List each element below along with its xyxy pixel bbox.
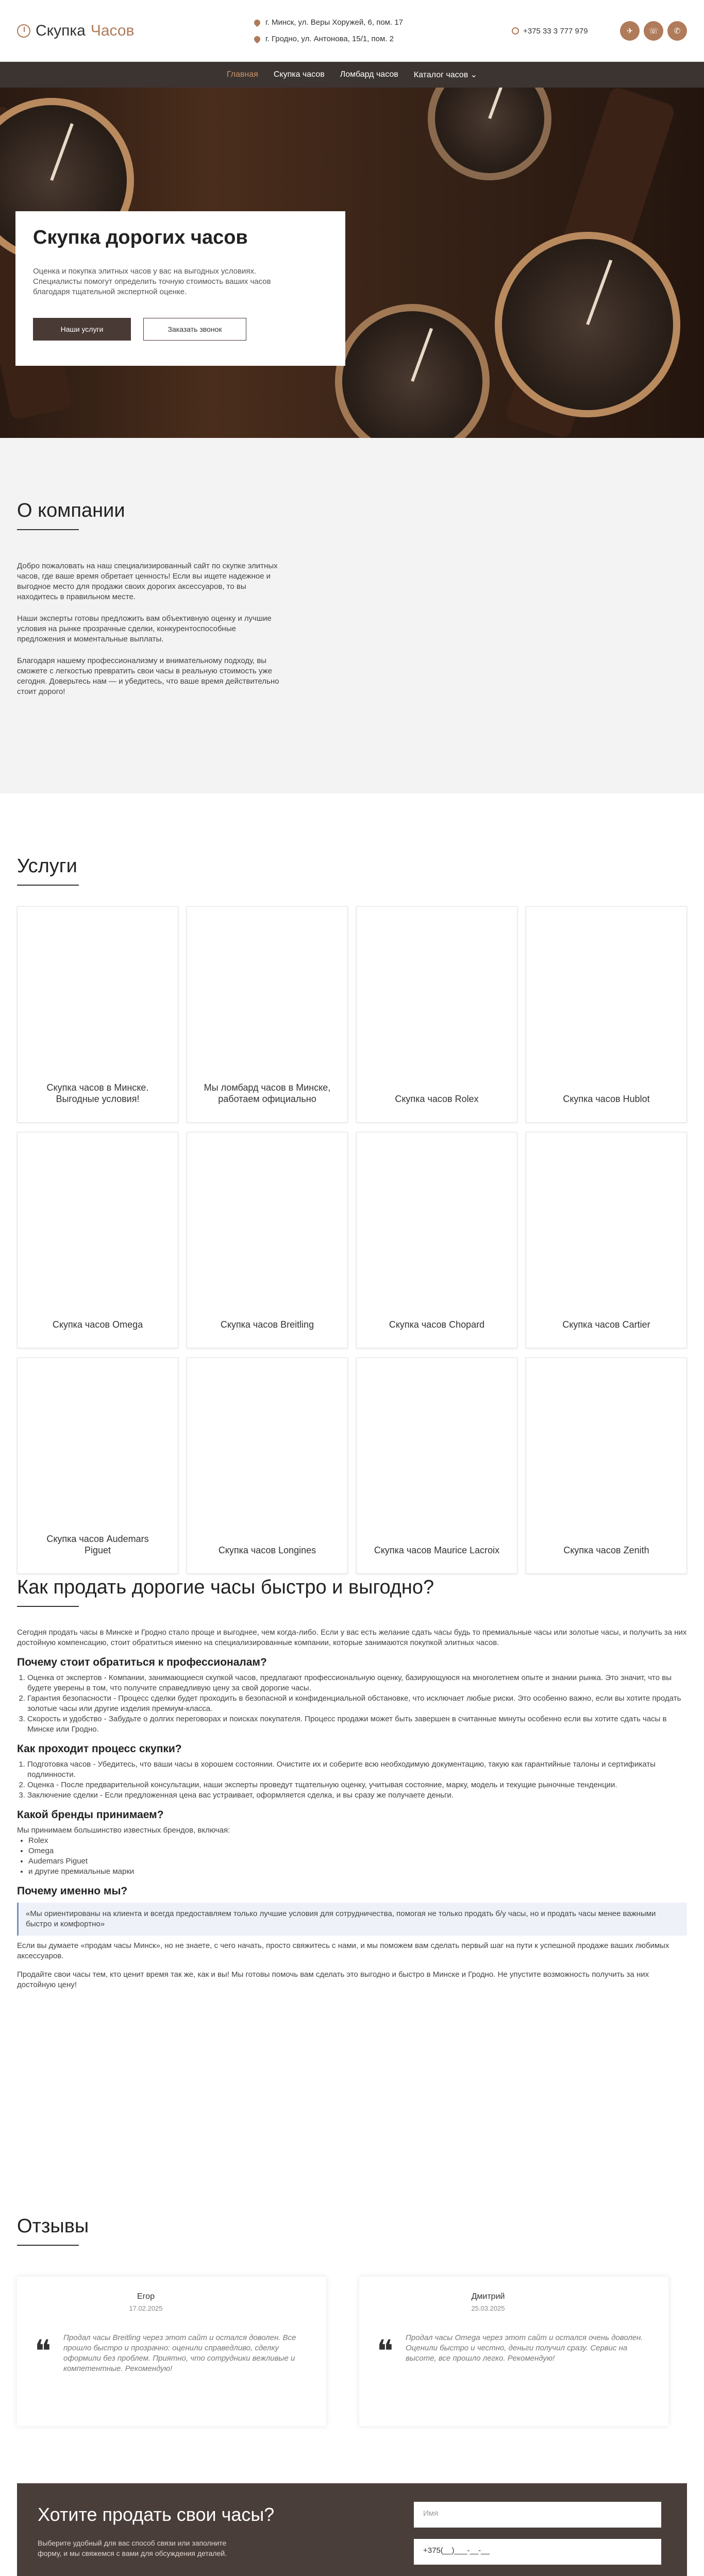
- watch-logo-icon: [17, 24, 30, 38]
- service-card-label: Скупка часов Breitling: [220, 1319, 314, 1330]
- watch-image-bottom: [335, 304, 490, 438]
- address-grodno: г. Гродно, ул. Антонова, 15/1, пом. 2: [265, 35, 394, 43]
- location-pin-icon: [253, 19, 262, 27]
- article-heading: Почему стоит обратиться к профессионалам?: [17, 1656, 267, 1668]
- service-card-label: Скупка часов Rolex: [395, 1094, 479, 1104]
- article-heading: Как проходит процесс скупки?: [17, 1743, 182, 1755]
- phone-field[interactable]: +375(__)___-__-__: [414, 2539, 661, 2565]
- article-list-item: 1. Оценка от экспертов - Компании, занимающиеся скупкой часов, предлагают профессиональную оценку, базирующуюся на многолетнем опыте и знании рынка. Это значит, что вы будете уверены в том, что получите справедливую цену за свой дорогие часы.: [27, 1673, 687, 1693]
- telegram-icon[interactable]: ✈: [620, 21, 640, 41]
- quote-icon: ❝: [35, 2333, 52, 2369]
- review-text: Продал часы Breitling через этот сайт и остался доволен. Все прошло быстро и прозрачно: оценили справедливо, сделку оформили без проблем. Приятно, что сотрудники вежливые и компетентные. Рекомендую!: [63, 2333, 296, 2373]
- reviews-title: Отзывы: [17, 2200, 687, 2246]
- callback-button[interactable]: Заказать звонок: [143, 318, 246, 341]
- top-bar: [0, 0, 704, 62]
- service-card[interactable]: [526, 1132, 687, 1348]
- header-phone[interactable]: [512, 27, 615, 36]
- article-list-item: 2. Гарантия безопасности - Процесс сделки будет проходить в безопасной и конфиденциальной обстановке, что исключает любые риски. Это особенно важно, если вы хотите продать золотые часы или другие изделия премиум-класса.: [27, 1693, 687, 1714]
- viber-icon[interactable]: ☏: [644, 21, 663, 41]
- phone-icon: [512, 27, 519, 35]
- service-card-label: Скупка часов в Минске. Выгодные условия!: [46, 1082, 149, 1104]
- review-card: [359, 2277, 668, 2426]
- service-card[interactable]: [187, 906, 348, 1123]
- hero-card: [15, 211, 345, 366]
- phone-number: +375 33 3 777 979: [523, 26, 588, 36]
- brand-item: • Rolex: [28, 1836, 687, 1846]
- service-card-label: Скупка часов Audemars Piguet: [46, 1534, 149, 1555]
- article-list-item: 3. Скорость и удобство - Забудьте о долгих переговорах и поисках покупателя. Процесс продажи может быть завершен в считанные минуты особенно если вы хотите сдать часы в Минске или Гродно.: [27, 1714, 687, 1735]
- reviews-section: [0, 2184, 704, 2576]
- hero-title: Скупка дорогих часов: [33, 227, 248, 248]
- hero-banner: [0, 88, 704, 438]
- hero-text: Оценка и покупка элитных часов у вас на выгодных условиях. Специалисты помогут определить точную стоимость ваших часов благодаря тщательной экспертной оценке.: [33, 267, 271, 296]
- article-paragraph: Если вы думаете «продам часы Минск», но не знаете, с чего начать, просто свяжитесь с нами, и мы поможем вам сделать первый шаг на пути к успешной продаже ваших любимых аксессуаров.: [17, 1941, 669, 1960]
- service-card-label: Скупка часов Omega: [52, 1319, 143, 1330]
- article-list-item: 1. Подготовка часов - Убедитесь, что ваши часы в хорошем состоянии. Очистите их и соберите всю необходимую документацию, такую как гарантийные талоны и сертификаты подлинности.: [27, 1759, 687, 1780]
- service-card[interactable]: [526, 906, 687, 1123]
- brand-item: • Omega: [28, 1846, 687, 1856]
- brand-item: • и другие премиальные марки: [28, 1867, 687, 1877]
- brand-item: • Audemars Piguet: [28, 1856, 687, 1867]
- about-paragraph: Наши эксперты готовы предложить вам объективную оценку и лучшие условия на рынке прозрачные сделки, конкурентоспособные предложения и моментальные выплаты.: [17, 614, 272, 643]
- chevron-down-icon: ⌄: [470, 71, 478, 79]
- main-nav: [0, 62, 704, 88]
- service-card[interactable]: [356, 906, 517, 1123]
- article-section: [0, 1556, 704, 2184]
- contact-block: [17, 2483, 687, 2576]
- service-card-label: Скупка часов Cartier: [562, 1319, 650, 1330]
- service-card-label: Скупка часов Longines: [218, 1545, 316, 1555]
- nav-item-watch-buyout[interactable]: Скупка часов: [273, 70, 325, 79]
- services-grid: [17, 906, 687, 1574]
- whatsapp-icon[interactable]: ✆: [667, 21, 687, 41]
- review-date: 17.02.2025: [129, 2304, 163, 2312]
- service-card[interactable]: [17, 906, 178, 1123]
- article-paragraph: Продайте свои часы тем, кто ценит время так же, как и вы! Мы готовы помочь вам сделать это выгодно и быстро в Минске и Гродно. Не упустите возможность получить за них достойную цену!: [17, 1970, 649, 1989]
- nav-item-home[interactable]: Главная: [226, 70, 258, 79]
- contact-text: Выберите удобный для вас способ связи или заполните форму, и мы свяжемся с вами для обсуждения деталей.: [38, 2539, 227, 2557]
- article-list-item: 3. Заключение сделки - Если предложенная цена вас устраивает, оформляется сделка, и вы сразу же получаете деньги.: [27, 1790, 687, 1801]
- about-paragraph: Благодаря нашему профессионализму и внимательному подходу, вы сможете с легкостью превратить свои часы в реальную стоимость уже сегодня. Доверьтесь нам — и убедитесь, что ваше время действительно стоит дорого!: [17, 656, 279, 696]
- brands-intro: Мы принимаем большинство известных брендов, включая:: [17, 1826, 230, 1835]
- about-paragraph: Добро пожаловать на наш специализированный сайт по скупке элитных часов, где ваше время обретает ценность! Если вы ищете надежное и выгодное место для продажи своих дорогих аксессуаров, то вы находитесь в правильном месте.: [17, 562, 278, 601]
- review-author: Егор: [137, 2292, 155, 2301]
- service-card[interactable]: [17, 1358, 178, 1574]
- reviews-carousel[interactable]: [17, 2277, 687, 2426]
- article-title: Как продать дорогие часы быстро и выгодно?: [17, 1577, 687, 1607]
- name-field[interactable]: Имя: [414, 2502, 661, 2528]
- review-card: [17, 2277, 326, 2426]
- services-title: Услуги: [17, 840, 687, 886]
- service-card-label: Скупка часов Zenith: [563, 1545, 649, 1555]
- service-card-label: Скупка часов Maurice Lacroix: [374, 1545, 500, 1555]
- nav-catalog-label: Каталог часов: [413, 71, 468, 79]
- service-card-label: Мы ломбард часов в Минске, работаем официально: [204, 1082, 331, 1104]
- service-card-label: Скупка часов Hublot: [563, 1094, 650, 1104]
- about-title: О компании: [17, 484, 687, 530]
- address-minsk: г. Минск, ул. Веры Хоружей, 6, пом. 17: [265, 18, 404, 27]
- article-heading: Почему именно мы?: [17, 1885, 128, 1897]
- nav-item-pawnshop[interactable]: Ломбард часов: [340, 70, 398, 79]
- service-card[interactable]: [526, 1358, 687, 1574]
- article-list-item: 2. Оценка - После предварительной консультации, наши эксперты проведут тщательную оценку, учитывая состояние, марку, модель и текущие рыночные тенденции.: [27, 1780, 687, 1790]
- service-card[interactable]: [356, 1132, 517, 1348]
- watch-image-top: [428, 88, 551, 180]
- service-card[interactable]: [17, 1132, 178, 1348]
- header-addresses: [254, 14, 512, 47]
- header-socials: [620, 21, 687, 41]
- review-text: Продал часы Omega через этот сайт и остался очень доволен. Оценили быстро и честно, деньги получил сразу. Сервис на высоте, все прошло легко. Рекомендую!: [406, 2333, 643, 2363]
- logo-accent-text: Часов: [90, 22, 135, 39]
- contact-form: [414, 2502, 661, 2576]
- location-pin-icon: [253, 35, 262, 44]
- article-intro: Сегодня продать часы в Минске и Гродно стало проще и выгоднее, чем когда-либо. Если у вас есть желание сдать часы будь то премиальные часы или золотые часы, и получить за них достойную компенсацию, стоит обратиться именно на специализированные компании, которые занимаются покупкой элитных часов.: [17, 1628, 687, 1647]
- logo[interactable]: [17, 22, 254, 40]
- services-section: [0, 793, 704, 1556]
- review-author: Дмитрий: [471, 2292, 505, 2301]
- article-quote: [17, 1903, 687, 1936]
- service-card[interactable]: [187, 1358, 348, 1574]
- quote-text: «Мы ориентированы на клиента и всегда предоставляем только лучшие условия для сотрудничества, помогая не только продать б/у часы, но и продать часы менее важными быстро и комфортно»: [26, 1909, 656, 1928]
- contact-title: Хотите продать свои часы?: [38, 2504, 275, 2525]
- service-card-label: Скупка часов Chopard: [389, 1319, 485, 1330]
- review-date: 25.03.2025: [471, 2304, 505, 2312]
- watch-image-right: [495, 232, 680, 417]
- service-card[interactable]: [356, 1358, 517, 1574]
- service-card[interactable]: [187, 1132, 348, 1348]
- quote-icon: ❝: [377, 2333, 394, 2369]
- logo-text: Скупка: [36, 22, 86, 39]
- article-heading: Какой бренды принимаем?: [17, 1809, 164, 1821]
- about-section: [0, 438, 704, 793]
- nav-item-catalog[interactable]: [414, 70, 477, 80]
- services-button[interactable]: Наши услуги: [33, 318, 131, 341]
